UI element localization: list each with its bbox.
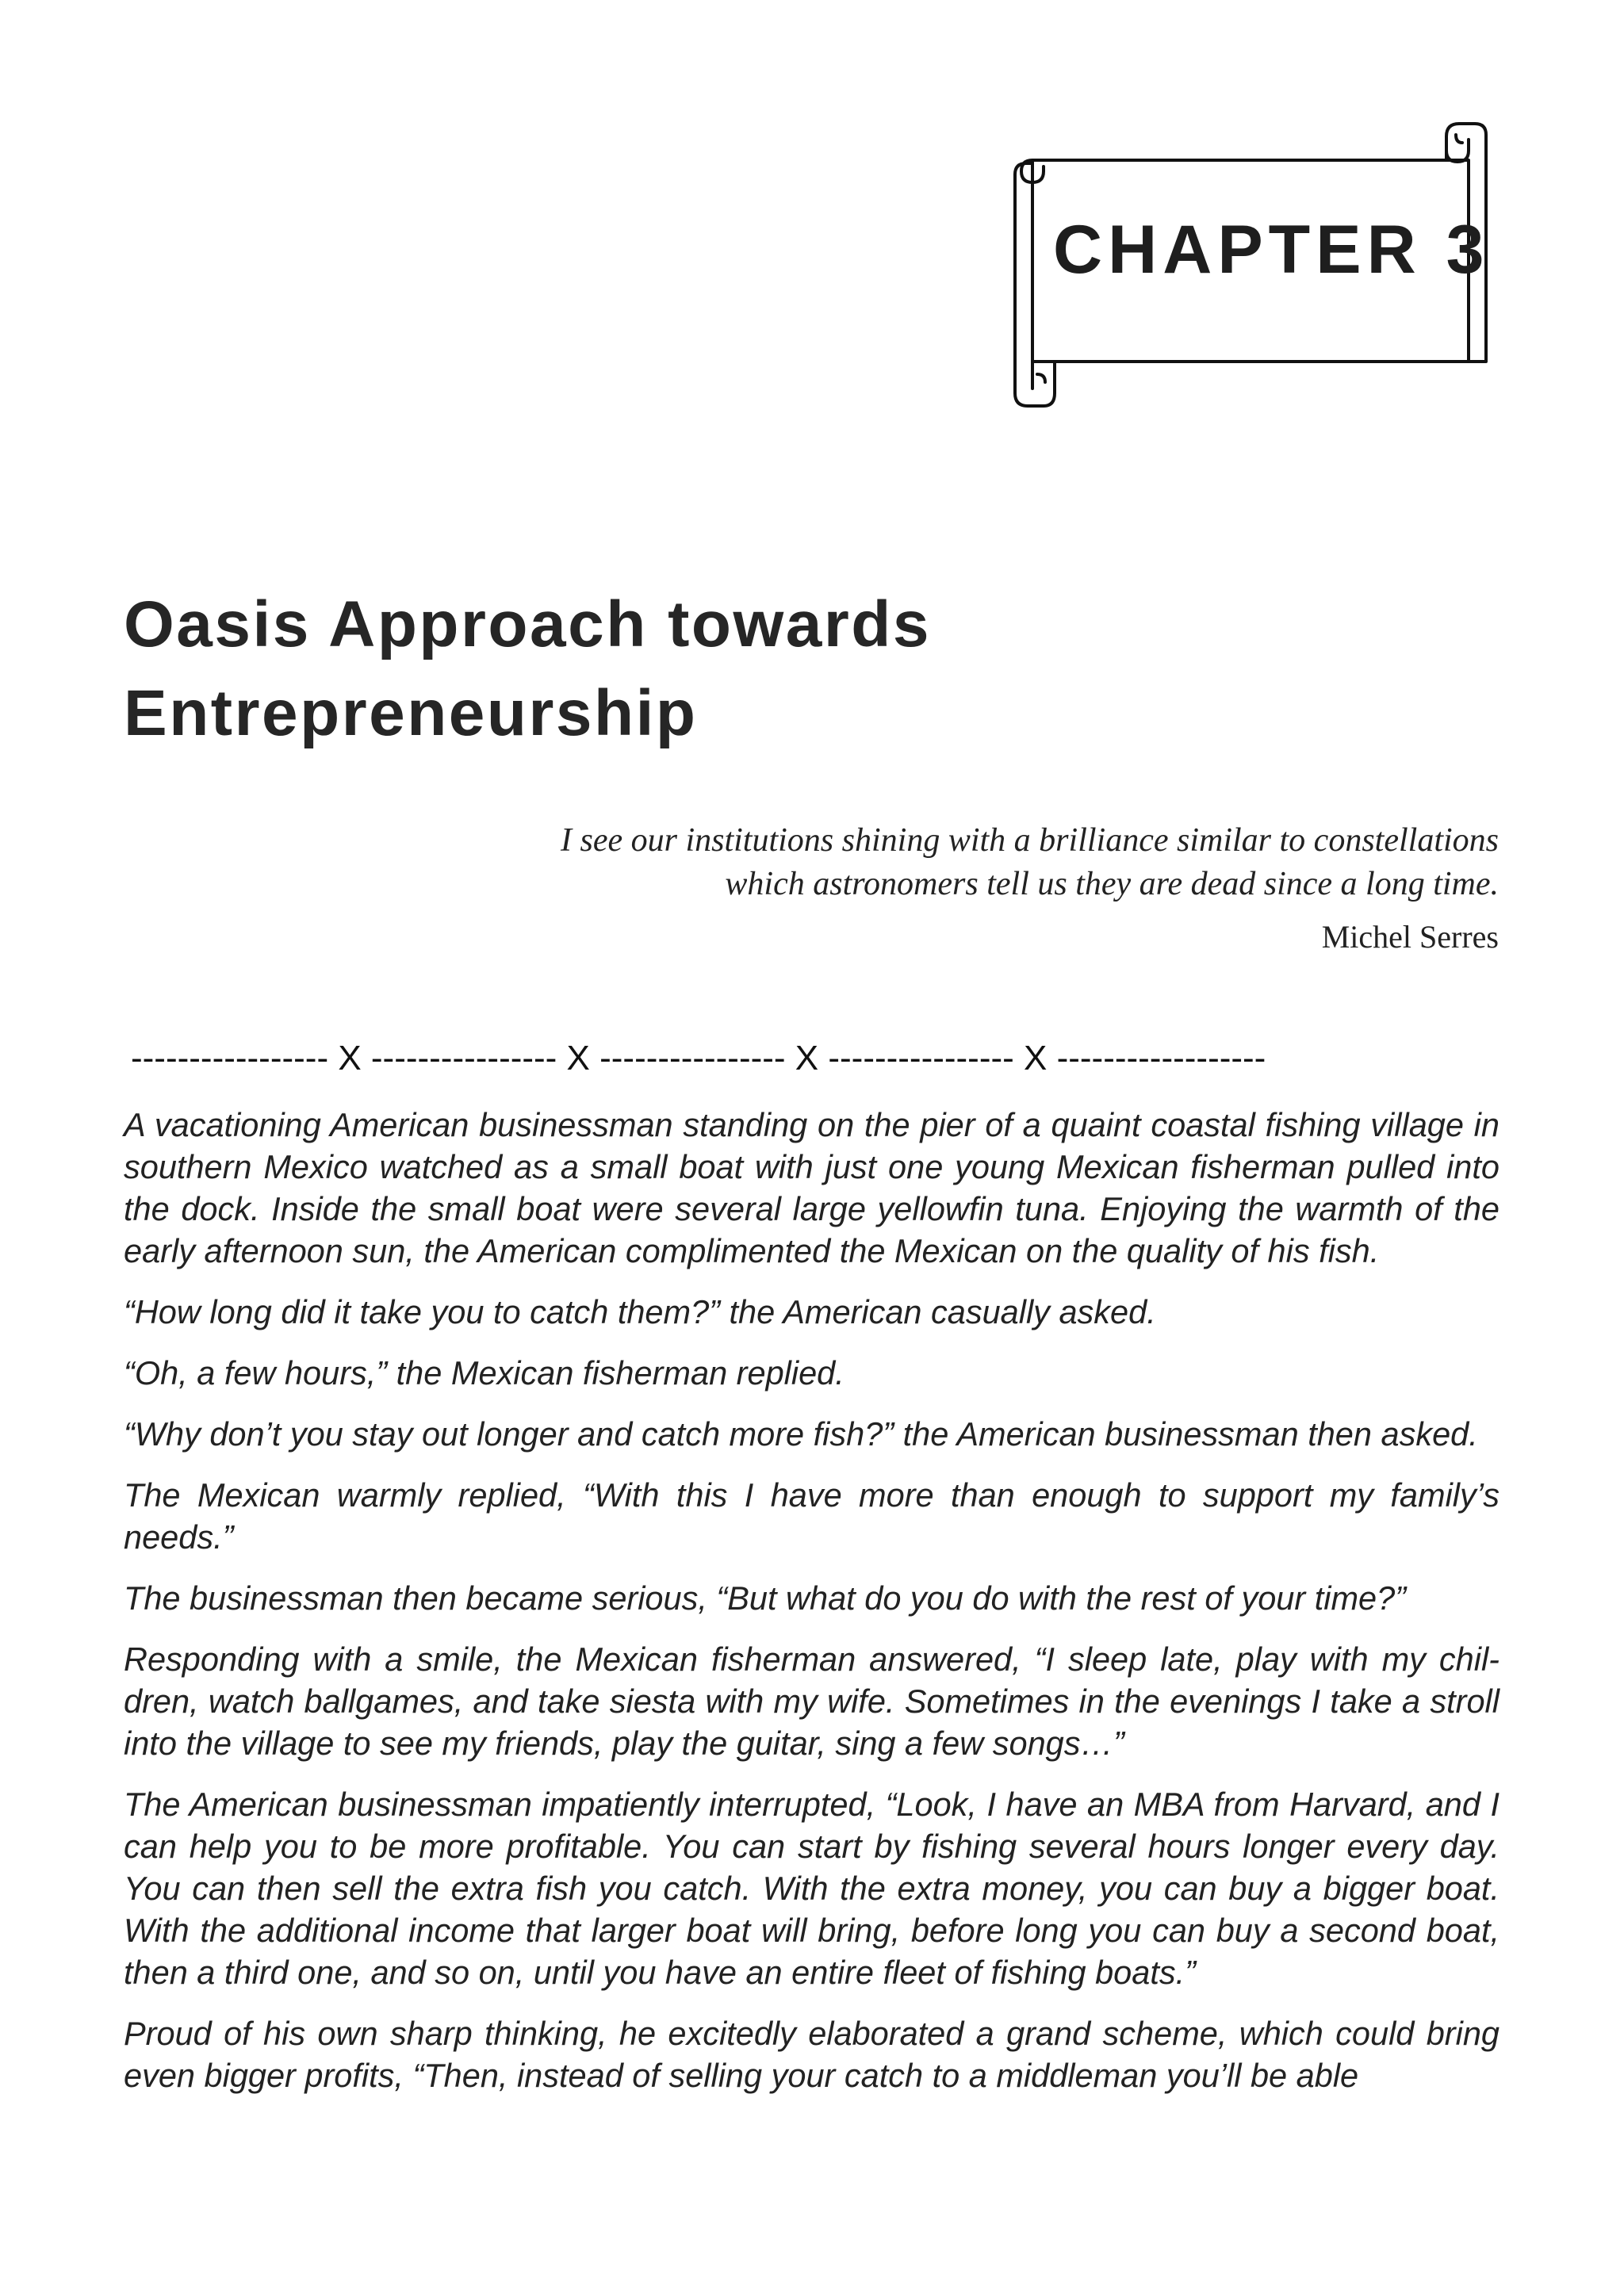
chapter-scroll-banner (1001, 119, 1500, 412)
epigraph-quote-line-1: I see our institutions shining with a brilliance similar to constellations (560, 822, 1499, 859)
chapter-label: CHAPTER 3 (1053, 212, 1490, 288)
paragraph: The American businessman impatiently interrupted, “Look, I have an MBA from Harvard, and I can help you to be more profitable. You can start by fishing several hours longer every day. You can then sell the extra fish you catch. With the extra money, you can buy a bigger boat. With the additional income that larger boat will bring, before long you can buy a second boat, then a third one, and so on, until you have an entire fleet of fishing boats.” (124, 1786, 1500, 1991)
paragraph: The businessman then became serious, “But what do you do with the rest of your time?” (124, 1579, 1407, 1617)
epigraph-author: Michel Serres (1321, 919, 1499, 955)
paragraph: The Mexican warmly replied, “With this I have more than enough to support my family’s needs.” (124, 1476, 1500, 1556)
paragraph: “Why don’t you stay out longer and catch more fish?” the American businessman then asked. (124, 1415, 1478, 1453)
epigraph-quote-line-2: which astronomers tell us they are dead since a long time. (725, 866, 1499, 902)
epigraph (230, 819, 1499, 957)
paragraph: Proud of his own sharp thinking, he excitedly elaborated a grand scheme, which could bring even bigger profits, “Then, instead of selling your catch to a middleman you’ll be able (124, 2015, 1500, 2094)
paragraph: Responding with a smile, the Mexican fisherman answered, “I sleep late, play with my children, watch ballgames, and take siesta with my wife. Sometimes in the evenings I take a stroll into the village to see my friends, play the guitar, sing a few songs…” (124, 1640, 1500, 1762)
chapter-title-line-1: Oasis Approach towards (124, 588, 931, 660)
paragraph: “Oh, a few hours,” the Mexican fisherman replied. (124, 1354, 845, 1391)
body-text (124, 1104, 1500, 2115)
paragraph: “How long did it take you to catch them?” the American casually asked. (124, 1293, 1156, 1330)
paragraph: A vacationing American businessman standing on the pier of a quaint coastal fishing village in southern Mexico watched as a small boat with just one young Mexican fisherman pulled into the dock. Inside the small boat were several large yellowfin tuna. Enjoying the warmth of the early afternoon sun, the American complimented the Mexican on the quality of his fish. (124, 1106, 1500, 1269)
chapter-title (124, 580, 1392, 758)
chapter-title-line-2: Entrepreneurship (124, 677, 698, 749)
section-divider: ----------------- X ---------------- X ---------------- X ---------------- X ------------------ (131, 1039, 1266, 1078)
